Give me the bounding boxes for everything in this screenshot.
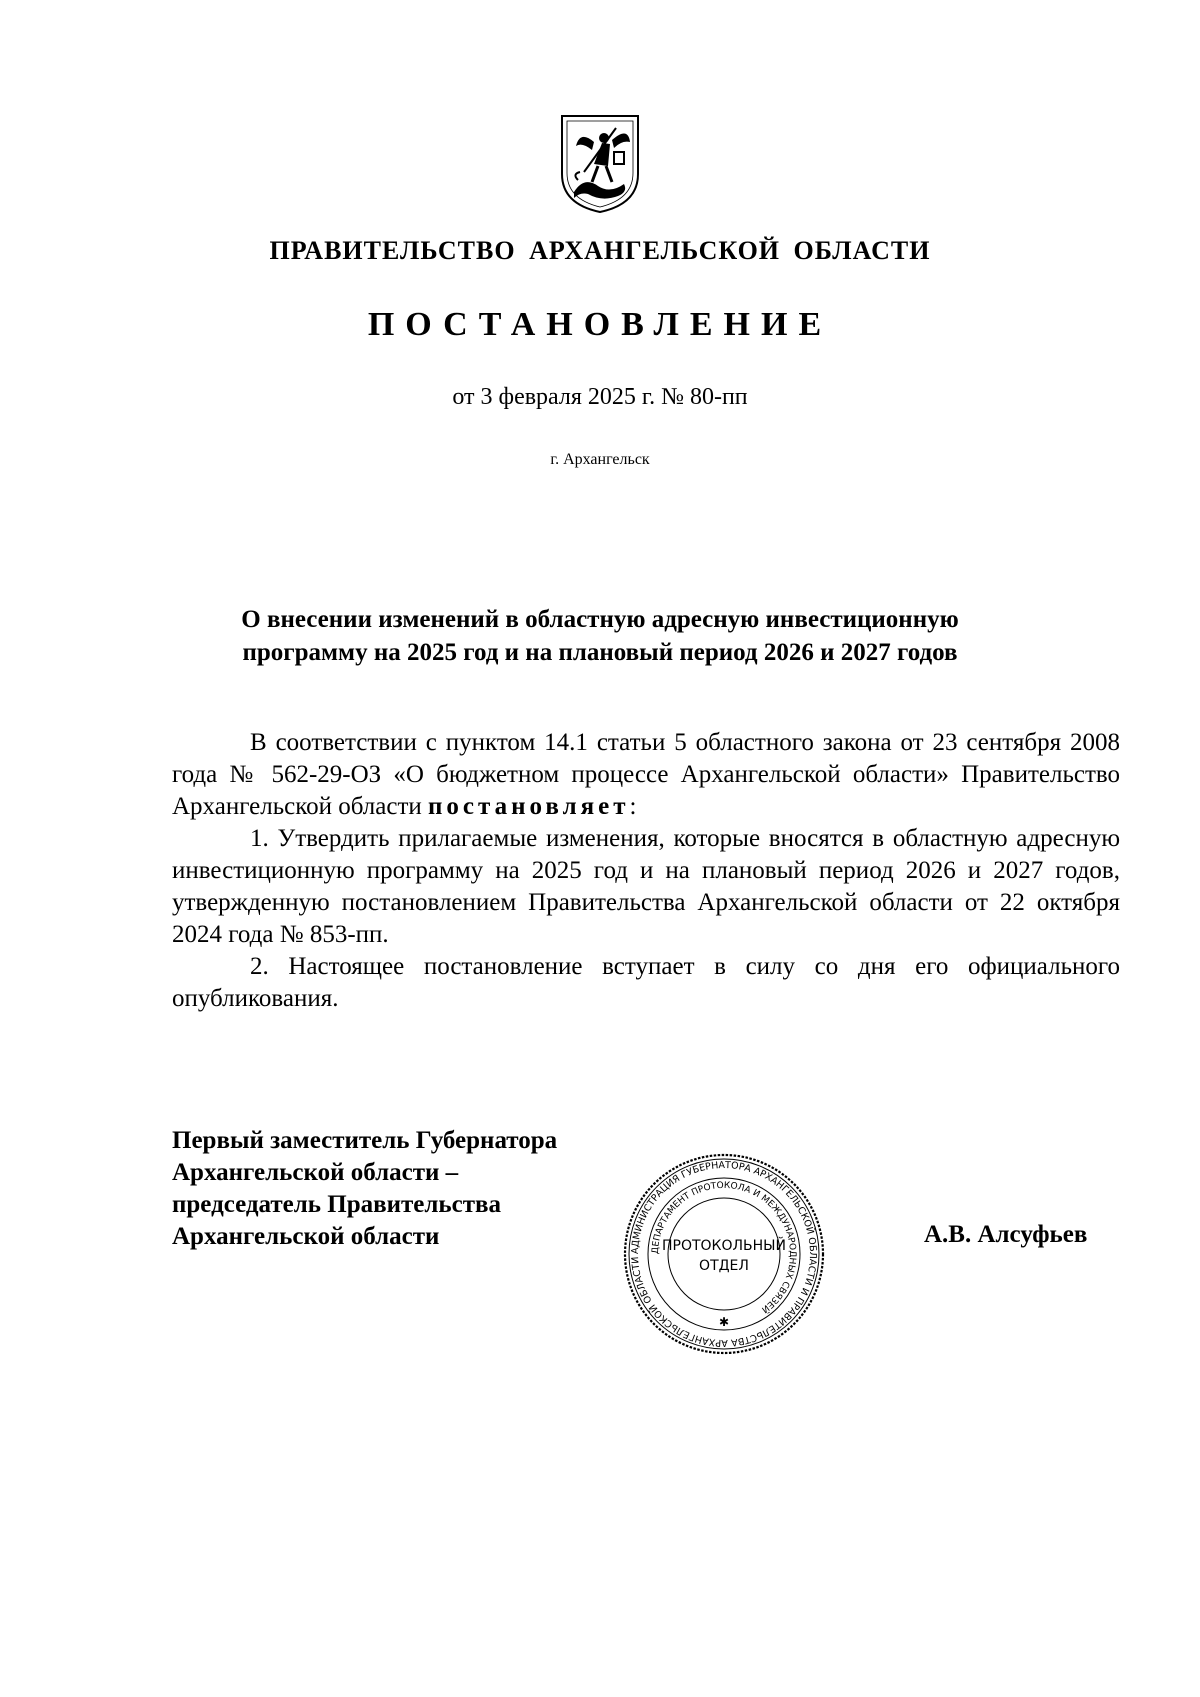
signatory-title-line: Архангельской области bbox=[172, 1223, 440, 1250]
paragraph-end: : bbox=[629, 793, 637, 820]
signatory-name: А.В. Алсуфьев bbox=[924, 1221, 1088, 1248]
document-city: г. Архангельск bbox=[550, 451, 650, 468]
government-name: ПРАВИТЕЛЬСТВО АРХАНГЕЛЬСКОЙ ОБЛАСТИ bbox=[269, 236, 931, 265]
stamp-inner-text: ДЕПАРТАМЕНТ ПРОТОКОЛА И МЕЖДУНАРОДНЫХ СВЯЗЕЙ bbox=[650, 1180, 798, 1315]
subject-line: О внесении изменений в областную адресную инвестиционную bbox=[241, 606, 959, 633]
body-paragraph: 1. Утвердить прилагаемые изменения, которые вносятся в областную адресную инвестиционную программу на 2025 год и на плановый период 2026 и 2027 годов, утвержденную постановлением Правительства Архангельской области от 22 октября 2024 года № 853-пп. bbox=[172, 825, 1120, 948]
body-paragraph bbox=[172, 727, 1120, 823]
body-paragraph: 2. Настоящее постановление вступает в силу со дня его официального опубликования. bbox=[172, 953, 1120, 1012]
document-date-number: от 3 февраля 2025 г. № 80-пп bbox=[452, 384, 748, 410]
stamp-center-line: ОТДЕЛ bbox=[699, 1258, 749, 1274]
signatory-title-line: Архангельской области – bbox=[172, 1159, 459, 1186]
official-stamp bbox=[620, 1150, 828, 1358]
star-icon: ✱ bbox=[718, 1315, 730, 1329]
document-body bbox=[172, 727, 1120, 1015]
document-type: ПОСТАНОВЛЕНИЕ bbox=[367, 306, 833, 343]
signatory-title-line: председатель Правительства bbox=[172, 1191, 502, 1218]
signatory-title-line: Первый заместитель Губернатора bbox=[172, 1127, 558, 1154]
document-subject bbox=[0, 603, 1200, 669]
subject-line: программу на 2025 год и на плановый период 2026 и 2027 годов bbox=[242, 639, 958, 666]
stamp-center-line: ПРОТОКОЛЬНЫЙ bbox=[661, 1238, 787, 1254]
stamp-outer-text: АДМИНИСТРАЦИЯ ГУБЕРНАТОРА АРХАНГЕЛЬСКОЙ ОБЛАСТИ И ПРАВИТЕЛЬСТВА АРХАНГЕЛЬСКОЙ ОБЛАСТИ bbox=[629, 1159, 819, 1349]
resolution-keyword: постановляет bbox=[428, 793, 630, 820]
signatory-title bbox=[172, 1125, 557, 1253]
paragraph-text: В соответствии с пунктом 14.1 статьи 5 областного закона от 23 сентября 2008 года № 562-29-ОЗ «О бюджетном процессе Архангельской области» Правительство Архангельской области bbox=[172, 729, 1120, 820]
coat-of-arms-icon bbox=[558, 112, 642, 216]
